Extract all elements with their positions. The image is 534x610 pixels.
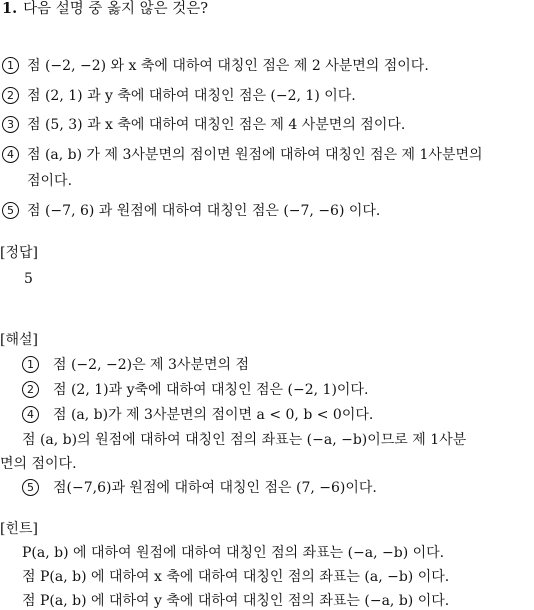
answer-label: [정답] — [0, 245, 38, 261]
explanation-marker: 2 — [22, 381, 39, 398]
explanation-label: [해설] — [0, 332, 38, 348]
explanation-text: 점 (2, 1)과 y축에 대하여 대칭인 점은 (−2, 1)이다. — [53, 382, 369, 398]
explanation-item-2 — [22, 381, 368, 399]
explanation-continuation-1: 점 (a, b)의 원점에 대하여 대칭인 점의 좌표는 (−a, −b)이므로 제 1사분 — [22, 432, 467, 448]
explanation-item-4 — [22, 406, 373, 424]
explanation-continuation-2: 면의 점이다. — [0, 456, 77, 472]
explanation-marker: 4 — [22, 406, 39, 423]
question-title — [2, 0, 208, 18]
explanation-item-1 — [22, 356, 249, 374]
option-marker: 2 — [2, 87, 19, 104]
option-3[interactable] — [2, 116, 405, 134]
answer-value: 5 — [24, 271, 33, 287]
option-4[interactable] — [2, 146, 483, 164]
question-number: 1. — [2, 0, 18, 17]
explanation-text: 점 (a, b)가 제 3사분면의 점이면 a < 0, b < 0이다. — [53, 407, 374, 423]
option-marker: 1 — [2, 57, 19, 74]
option-5[interactable] — [2, 202, 380, 220]
hint-line-2: 점 P(a, b) 에 대하여 x 축에 대하여 대칭인 점의 좌표는 (a, −b) 이다. — [22, 569, 450, 585]
option-marker: 5 — [2, 202, 19, 219]
option-text: 점 (−7, 6) 과 원점에 대하여 대칭인 점은 (−7, −6) 이다. — [27, 203, 381, 219]
option-text: 점 (a, b) 가 제 3사분면의 점이면 원점에 대하여 대칭인 점은 제 1사분면의 — [27, 147, 483, 163]
option-text: 점 (5, 3) 과 x 축에 대하여 대칭인 점은 제 4 사분면의 점이다. — [27, 117, 406, 133]
hint-line-3: 점 P(a, b) 에 대하여 y 축에 대하여 대칭인 점의 좌표는 (−a, b) 이다. — [22, 593, 450, 609]
option-2[interactable] — [2, 87, 356, 105]
option-marker: 3 — [2, 116, 19, 133]
explanation-text: 점 (−2, −2)은 제 3사분면의 점 — [53, 357, 249, 373]
option-text: 점 (−2, −2) 와 x 축에 대하여 대칭인 점은 제 2 사분면의 점이다. — [27, 58, 429, 74]
hint-label: [힌트] — [0, 521, 38, 537]
hint-line-1: P(a, b) 에 대하여 원점에 대하여 대칭인 점의 좌표는 (−a, −b) 이다. — [22, 545, 445, 561]
option-4-continuation: 점이다. — [27, 173, 73, 189]
option-1[interactable] — [2, 57, 429, 75]
explanation-marker: 1 — [22, 356, 39, 373]
explanation-item-5 — [22, 479, 377, 497]
option-text: 점 (2, 1) 과 y 축에 대하여 대칭인 점은 (−2, 1) 이다. — [27, 88, 356, 104]
explanation-text: 점(−7,6)과 원점에 대하여 대칭인 점은 (7, −6)이다. — [53, 480, 377, 496]
option-marker: 4 — [2, 146, 19, 163]
question-text: 다음 설명 중 옳지 않은 것은? — [23, 1, 209, 17]
explanation-marker: 5 — [22, 479, 39, 496]
